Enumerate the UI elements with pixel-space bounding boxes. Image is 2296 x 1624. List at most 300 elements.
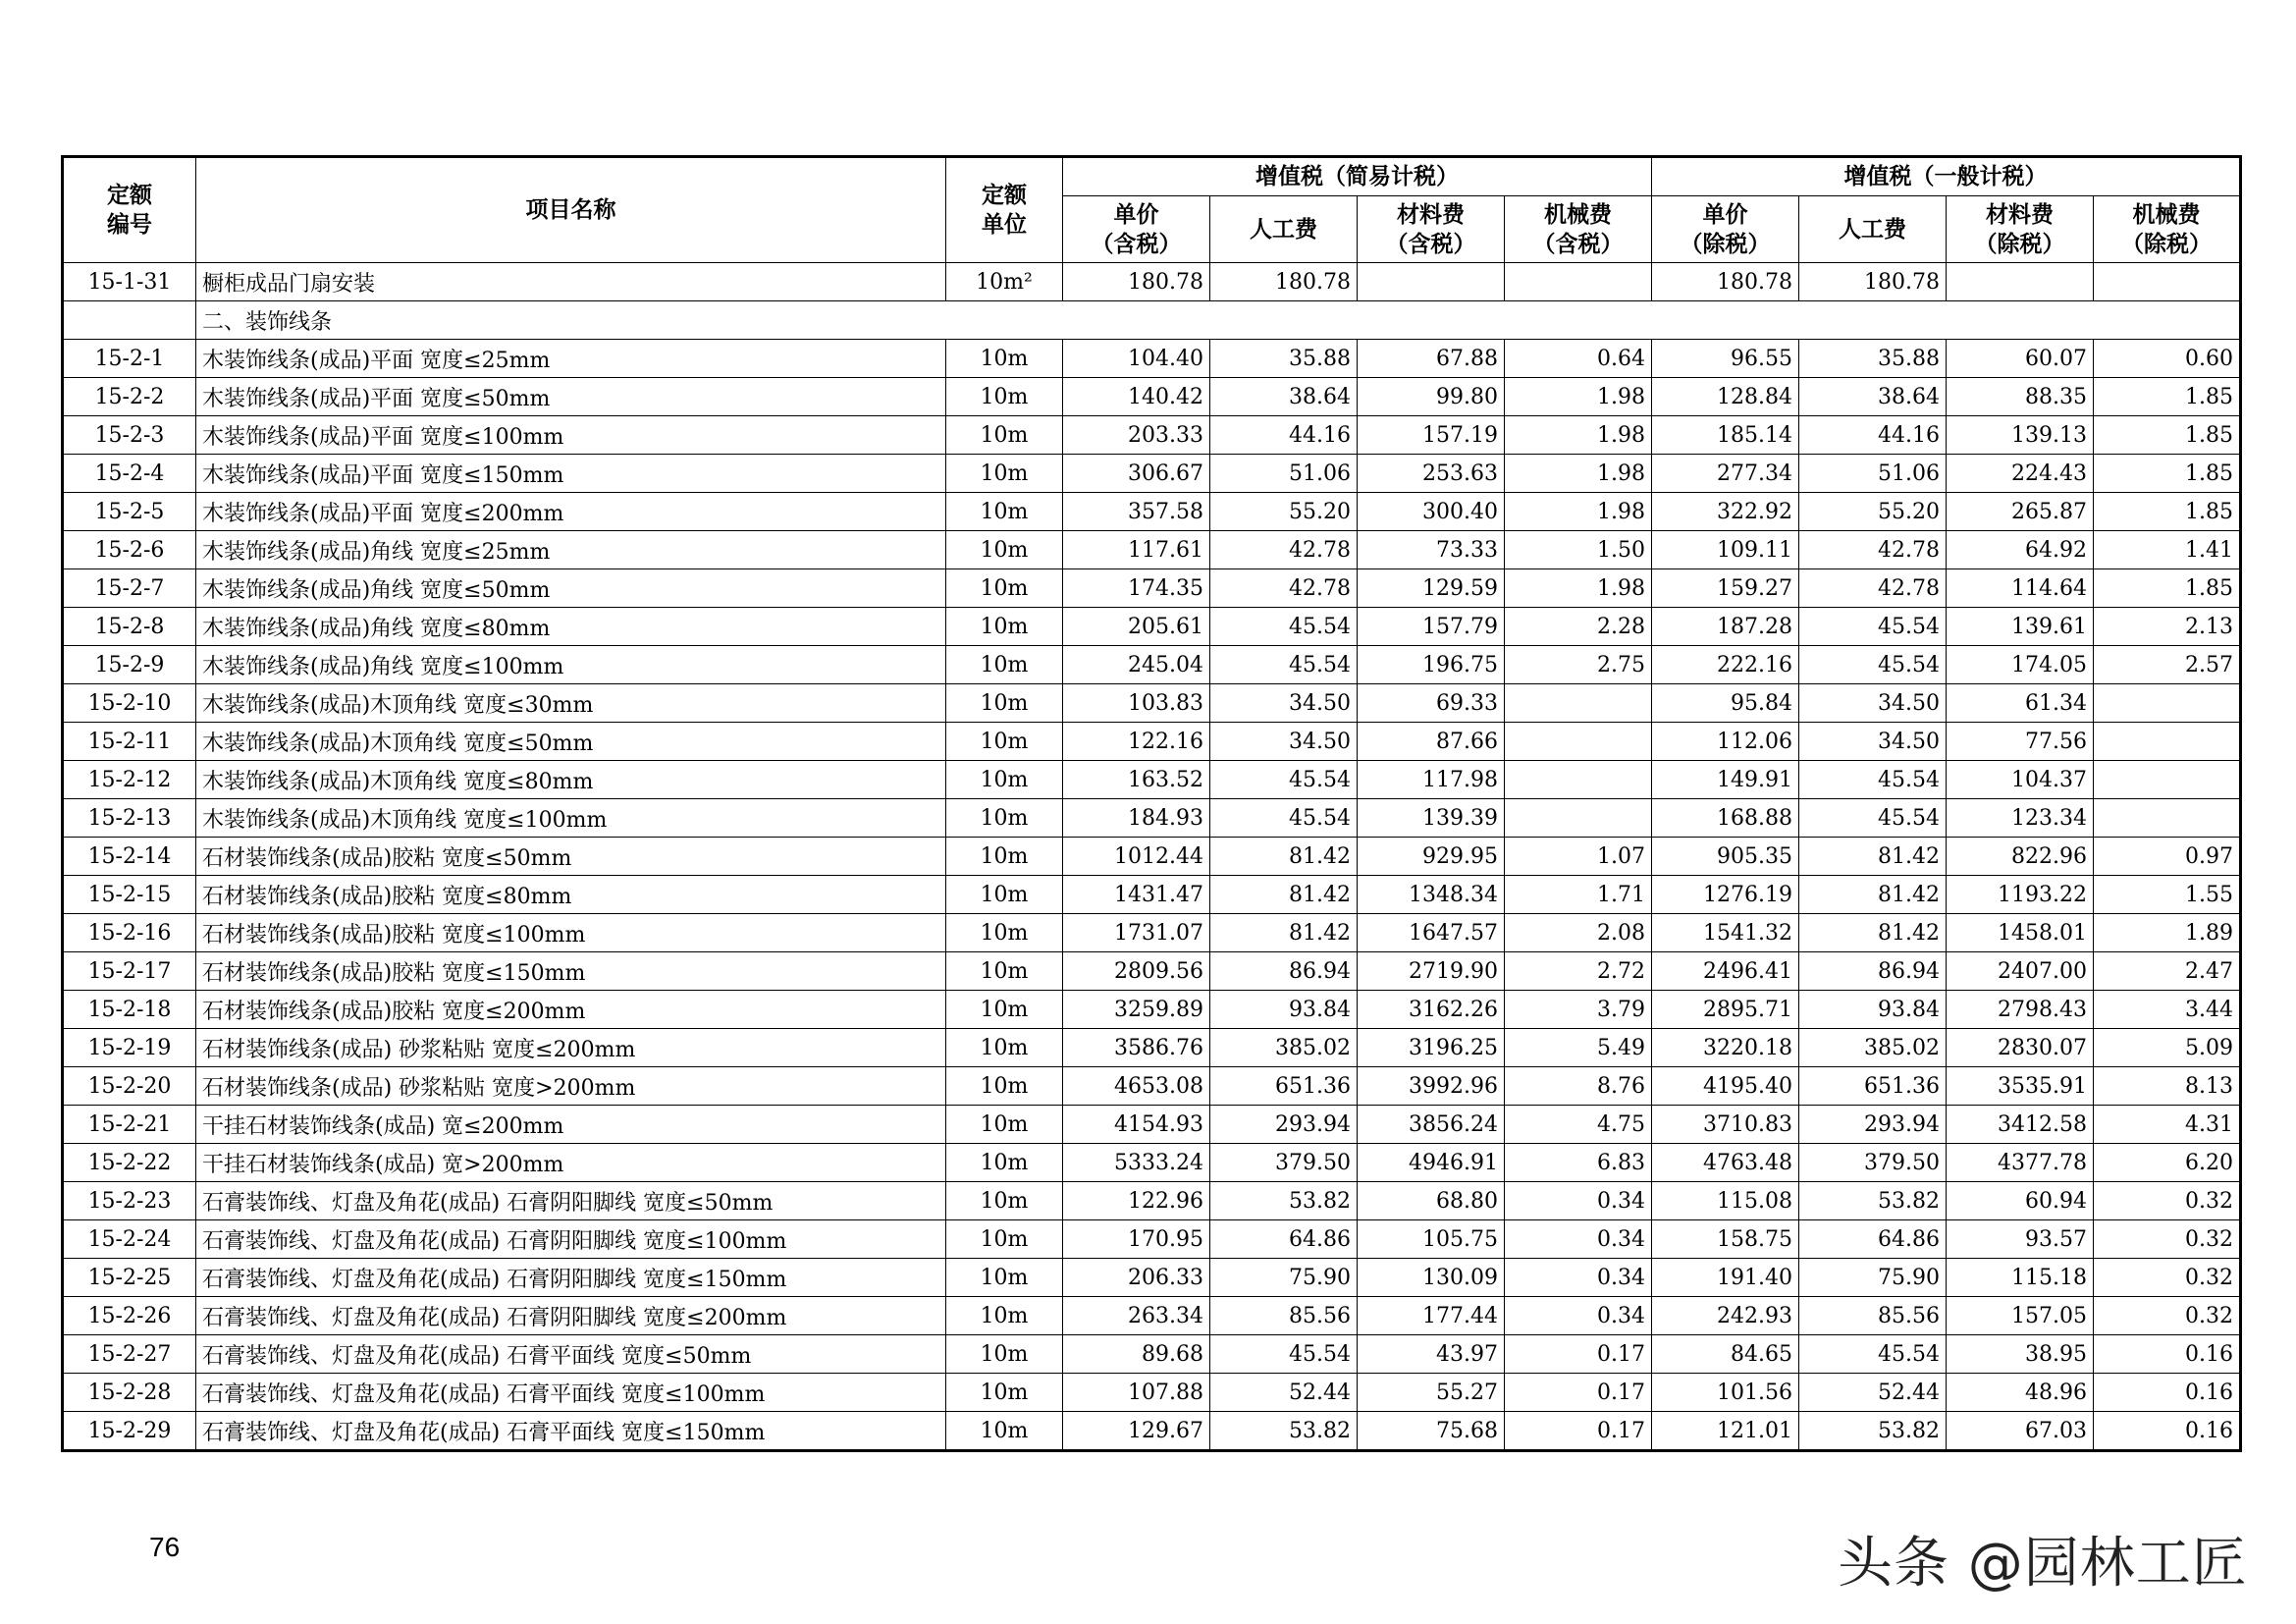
- cell-labor-general: 85.56: [1799, 1297, 1947, 1335]
- table-row: [63, 1335, 2241, 1374]
- row-code: 15-2-5: [63, 493, 196, 531]
- cell-machine-excl: 3.44: [2094, 991, 2241, 1029]
- row-name: 石材装饰线条(成品) 砂浆粘贴 宽度>200mm: [196, 1067, 946, 1106]
- row-code: 15-2-16: [63, 914, 196, 952]
- row-unit: 10m: [946, 761, 1063, 799]
- row-unit: 10m: [946, 416, 1063, 455]
- cell-machine-incl: 0.17: [1505, 1335, 1652, 1374]
- cell-unit-price-incl: 180.78: [1063, 263, 1210, 301]
- cell-material-incl: 300.40: [1358, 493, 1505, 531]
- row-name: 石膏装饰线、灯盘及角花(成品) 石膏平面线 宽度≤100mm: [196, 1374, 946, 1412]
- table-row: [63, 493, 2241, 531]
- row-name: 木装饰线条(成品)平面 宽度≤100mm: [196, 416, 946, 455]
- cell-labor-simple: 45.54: [1210, 761, 1358, 799]
- cell-machine-incl: 0.17: [1505, 1374, 1652, 1412]
- row-name: 石材装饰线条(成品)胶粘 宽度≤150mm: [196, 952, 946, 991]
- cell-labor-general: 293.94: [1799, 1106, 1947, 1144]
- cell-material-excl: 3535.91: [1947, 1067, 2094, 1106]
- cell-unit-price-excl: 222.16: [1652, 646, 1799, 684]
- row-code: 15-2-12: [63, 761, 196, 799]
- cell-material-excl: 139.61: [1947, 608, 2094, 646]
- cell-labor-simple: 85.56: [1210, 1297, 1358, 1335]
- cell-machine-excl: 0.60: [2094, 340, 2241, 378]
- row-name: 干挂石材装饰线条(成品) 宽>200mm: [196, 1144, 946, 1182]
- cell-material-incl: 4946.91: [1358, 1144, 1505, 1182]
- cell-machine-excl: 0.16: [2094, 1335, 2241, 1374]
- row-code: 15-2-21: [63, 1106, 196, 1144]
- cell-unit-price-incl: 122.16: [1063, 723, 1210, 761]
- cell-machine-excl: 1.85: [2094, 378, 2241, 416]
- table-row: [63, 531, 2241, 569]
- table-row: [63, 1067, 2241, 1106]
- row-code: 15-2-14: [63, 838, 196, 876]
- cell-machine-incl: 1.98: [1505, 455, 1652, 493]
- table-row: [63, 799, 2241, 838]
- cell-machine-excl: 8.13: [2094, 1067, 2241, 1106]
- cell-unit-price-incl: 1431.47: [1063, 876, 1210, 914]
- cell-unit-price-incl: 1012.44: [1063, 838, 1210, 876]
- cell-labor-simple: 38.64: [1210, 378, 1358, 416]
- cell-machine-excl: 2.13: [2094, 608, 2241, 646]
- table-row: [63, 838, 2241, 876]
- section-title: 二、装饰线条: [196, 301, 2241, 340]
- cell-unit-price-incl: 4653.08: [1063, 1067, 1210, 1106]
- cell-unit-price-excl: 2496.41: [1652, 952, 1799, 991]
- cell-labor-general: 42.78: [1799, 531, 1947, 569]
- cell-material-incl: 157.79: [1358, 608, 1505, 646]
- row-unit: 10m: [946, 914, 1063, 952]
- row-unit: 10m: [946, 378, 1063, 416]
- cell-unit-price-incl: 357.58: [1063, 493, 1210, 531]
- row-unit: 10m: [946, 799, 1063, 838]
- cell-machine-excl: 0.16: [2094, 1374, 2241, 1412]
- cell-labor-general: 45.54: [1799, 1335, 1947, 1374]
- cell-machine-incl: 0.17: [1505, 1412, 1652, 1451]
- header-group-simple: 增值税（简易计税）: [1063, 157, 1652, 196]
- cell-machine-incl: 1.50: [1505, 531, 1652, 569]
- cell-machine-incl: 1.07: [1505, 838, 1652, 876]
- cell-labor-simple: 42.78: [1210, 531, 1358, 569]
- cell-labor-simple: 180.78: [1210, 263, 1358, 301]
- row-code: 15-2-18: [63, 991, 196, 1029]
- cell-material-incl: 2719.90: [1358, 952, 1505, 991]
- table-row: [63, 1259, 2241, 1297]
- row-code: 15-1-31: [63, 263, 196, 301]
- table-row: [63, 608, 2241, 646]
- cell-unit-price-excl: 191.40: [1652, 1259, 1799, 1297]
- cell-labor-general: 53.82: [1799, 1412, 1947, 1451]
- cell-material-excl: [1947, 263, 2094, 301]
- row-name: 木装饰线条(成品)木顶角线 宽度≤50mm: [196, 723, 946, 761]
- cell-material-excl: 1458.01: [1947, 914, 2094, 952]
- cell-labor-simple: 45.54: [1210, 646, 1358, 684]
- cell-unit-price-excl: 84.65: [1652, 1335, 1799, 1374]
- cell-material-incl: 3162.26: [1358, 991, 1505, 1029]
- cell-unit-price-excl: 1541.32: [1652, 914, 1799, 952]
- cell-labor-general: 44.16: [1799, 416, 1947, 455]
- cell-material-excl: 61.34: [1947, 684, 2094, 723]
- cell-unit-price-excl: 109.11: [1652, 531, 1799, 569]
- cell-machine-incl: 0.34: [1505, 1220, 1652, 1259]
- header-unit-price-excl: 单价 （除税）: [1652, 196, 1799, 263]
- cell-material-excl: 224.43: [1947, 455, 2094, 493]
- cell-unit-price-excl: 242.93: [1652, 1297, 1799, 1335]
- cell-labor-general: 35.88: [1799, 340, 1947, 378]
- cell-unit-price-excl: 905.35: [1652, 838, 1799, 876]
- cell-material-incl: 3992.96: [1358, 1067, 1505, 1106]
- cell-machine-incl: [1505, 684, 1652, 723]
- table-row: [63, 1297, 2241, 1335]
- cell-material-incl: 55.27: [1358, 1374, 1505, 1412]
- cell-machine-excl: 1.85: [2094, 569, 2241, 608]
- row-code: 15-2-15: [63, 876, 196, 914]
- row-code: 15-2-11: [63, 723, 196, 761]
- row-unit: 10m: [946, 838, 1063, 876]
- cell-machine-excl: [2094, 684, 2241, 723]
- cell-machine-incl: 1.98: [1505, 569, 1652, 608]
- cell-labor-general: 42.78: [1799, 569, 1947, 608]
- cell-machine-excl: 5.09: [2094, 1029, 2241, 1067]
- cell-unit-price-excl: 322.92: [1652, 493, 1799, 531]
- header-machine-excl: 机械费 （除税）: [2094, 196, 2241, 263]
- cell-machine-incl: [1505, 263, 1652, 301]
- cell-material-incl: 929.95: [1358, 838, 1505, 876]
- cell-material-excl: 104.37: [1947, 761, 2094, 799]
- cell-labor-simple: 34.50: [1210, 723, 1358, 761]
- cell-labor-simple: 293.94: [1210, 1106, 1358, 1144]
- header-material-incl: 材料费 （含税）: [1358, 196, 1505, 263]
- cell-material-incl: 3856.24: [1358, 1106, 1505, 1144]
- cell-material-excl: 1193.22: [1947, 876, 2094, 914]
- row-name: 石材装饰线条(成品)胶粘 宽度≤80mm: [196, 876, 946, 914]
- cell-labor-general: 45.54: [1799, 761, 1947, 799]
- cell-material-incl: 68.80: [1358, 1182, 1505, 1220]
- cell-material-excl: 174.05: [1947, 646, 2094, 684]
- cell-unit-price-incl: 263.34: [1063, 1297, 1210, 1335]
- cell-machine-incl: 6.83: [1505, 1144, 1652, 1182]
- row-name: 木装饰线条(成品)木顶角线 宽度≤80mm: [196, 761, 946, 799]
- header-unit: 定额 单位: [946, 157, 1063, 263]
- row-code: 15-2-25: [63, 1259, 196, 1297]
- cell-labor-simple: 51.06: [1210, 455, 1358, 493]
- cell-material-excl: 123.34: [1947, 799, 2094, 838]
- cell-labor-general: 93.84: [1799, 991, 1947, 1029]
- cell-labor-simple: 42.78: [1210, 569, 1358, 608]
- section-row: [63, 301, 2241, 340]
- row-code: 15-2-27: [63, 1335, 196, 1374]
- row-code: 15-2-1: [63, 340, 196, 378]
- cell-unit-price-incl: 245.04: [1063, 646, 1210, 684]
- cell-labor-simple: 93.84: [1210, 991, 1358, 1029]
- cell-material-excl: 93.57: [1947, 1220, 2094, 1259]
- row-unit: 10m: [946, 455, 1063, 493]
- cell-unit-price-excl: 112.06: [1652, 723, 1799, 761]
- cell-material-incl: 130.09: [1358, 1259, 1505, 1297]
- table-row: [63, 761, 2241, 799]
- cell-material-incl: 67.88: [1358, 340, 1505, 378]
- cell-labor-general: 651.36: [1799, 1067, 1947, 1106]
- cell-material-incl: 43.97: [1358, 1335, 1505, 1374]
- row-name: 木装饰线条(成品)平面 宽度≤150mm: [196, 455, 946, 493]
- table-row: [63, 1029, 2241, 1067]
- cell-unit-price-incl: 4154.93: [1063, 1106, 1210, 1144]
- cell-unit-price-excl: 149.91: [1652, 761, 1799, 799]
- cell-unit-price-excl: 95.84: [1652, 684, 1799, 723]
- row-code: 15-2-22: [63, 1144, 196, 1182]
- row-unit: 10m: [946, 340, 1063, 378]
- cell-labor-general: 75.90: [1799, 1259, 1947, 1297]
- row-name: 石材装饰线条(成品)胶粘 宽度≤200mm: [196, 991, 946, 1029]
- table-row: [63, 991, 2241, 1029]
- cell-material-incl: 1647.57: [1358, 914, 1505, 952]
- row-code: 15-2-9: [63, 646, 196, 684]
- section-code-cell: [63, 301, 196, 340]
- row-code: 15-2-10: [63, 684, 196, 723]
- cell-labor-general: 385.02: [1799, 1029, 1947, 1067]
- cell-material-excl: 67.03: [1947, 1412, 2094, 1451]
- cell-unit-price-incl: 104.40: [1063, 340, 1210, 378]
- cell-material-incl: 177.44: [1358, 1297, 1505, 1335]
- cell-labor-simple: 86.94: [1210, 952, 1358, 991]
- cell-unit-price-incl: 1731.07: [1063, 914, 1210, 952]
- cell-unit-price-excl: 4763.48: [1652, 1144, 1799, 1182]
- cell-machine-incl: 0.34: [1505, 1182, 1652, 1220]
- row-unit: 10m: [946, 1067, 1063, 1106]
- cell-labor-simple: 53.82: [1210, 1412, 1358, 1451]
- cell-material-incl: 69.33: [1358, 684, 1505, 723]
- cell-unit-price-incl: 89.68: [1063, 1335, 1210, 1374]
- header-machine-incl: 机械费 （含税）: [1505, 196, 1652, 263]
- row-unit: 10m: [946, 723, 1063, 761]
- cell-machine-excl: 1.85: [2094, 493, 2241, 531]
- cell-labor-simple: 81.42: [1210, 914, 1358, 952]
- cell-material-incl: 3196.25: [1358, 1029, 1505, 1067]
- row-unit: 10m: [946, 1106, 1063, 1144]
- row-unit: 10m²: [946, 263, 1063, 301]
- cell-machine-excl: [2094, 723, 2241, 761]
- cell-material-incl: [1358, 263, 1505, 301]
- row-code: 15-2-23: [63, 1182, 196, 1220]
- cell-material-excl: 60.07: [1947, 340, 2094, 378]
- header-material-excl: 材料费 （除税）: [1947, 196, 2094, 263]
- cell-labor-general: 53.82: [1799, 1182, 1947, 1220]
- table-row: [63, 378, 2241, 416]
- row-name: 木装饰线条(成品)角线 宽度≤25mm: [196, 531, 946, 569]
- cell-unit-price-incl: 107.88: [1063, 1374, 1210, 1412]
- cell-machine-incl: [1505, 723, 1652, 761]
- row-unit: 10m: [946, 493, 1063, 531]
- cell-machine-incl: 3.79: [1505, 991, 1652, 1029]
- cell-machine-incl: 1.71: [1505, 876, 1652, 914]
- row-unit: 10m: [946, 1029, 1063, 1067]
- row-code: 15-2-17: [63, 952, 196, 991]
- cell-unit-price-excl: 121.01: [1652, 1412, 1799, 1451]
- cell-machine-excl: 0.32: [2094, 1220, 2241, 1259]
- row-name: 石膏装饰线、灯盘及角花(成品) 石膏阴阳脚线 宽度≤50mm: [196, 1182, 946, 1220]
- cell-machine-incl: 2.28: [1505, 608, 1652, 646]
- cell-labor-general: 86.94: [1799, 952, 1947, 991]
- row-unit: 10m: [946, 1182, 1063, 1220]
- table-row: [63, 723, 2241, 761]
- row-unit: 10m: [946, 876, 1063, 914]
- row-code: 15-2-3: [63, 416, 196, 455]
- row-name: 石材装饰线条(成品) 砂浆粘贴 宽度≤200mm: [196, 1029, 946, 1067]
- row-name: 石膏装饰线、灯盘及角花(成品) 石膏阴阳脚线 宽度≤150mm: [196, 1259, 946, 1297]
- row-name: 干挂石材装饰线条(成品) 宽≤200mm: [196, 1106, 946, 1144]
- cell-machine-incl: 1.98: [1505, 416, 1652, 455]
- cell-machine-excl: 1.85: [2094, 416, 2241, 455]
- cell-material-incl: 99.80: [1358, 378, 1505, 416]
- cell-material-incl: 75.68: [1358, 1412, 1505, 1451]
- row-name: 木装饰线条(成品)平面 宽度≤25mm: [196, 340, 946, 378]
- cell-machine-excl: [2094, 263, 2241, 301]
- cell-labor-simple: 53.82: [1210, 1182, 1358, 1220]
- cell-material-incl: 87.66: [1358, 723, 1505, 761]
- cell-machine-excl: 1.55: [2094, 876, 2241, 914]
- row-name: 木装饰线条(成品)平面 宽度≤50mm: [196, 378, 946, 416]
- row-code: 15-2-19: [63, 1029, 196, 1067]
- row-unit: 10m: [946, 569, 1063, 608]
- header-unit-price-incl: 单价 （含税）: [1063, 196, 1210, 263]
- cell-labor-general: 45.54: [1799, 799, 1947, 838]
- cell-unit-price-incl: 163.52: [1063, 761, 1210, 799]
- cell-machine-excl: 2.47: [2094, 952, 2241, 991]
- row-unit: 10m: [946, 531, 1063, 569]
- row-code: 15-2-7: [63, 569, 196, 608]
- cell-material-incl: 139.39: [1358, 799, 1505, 838]
- header-name: 项目名称: [196, 157, 946, 263]
- cell-unit-price-incl: 117.61: [1063, 531, 1210, 569]
- table-body: [63, 263, 2241, 1451]
- cell-labor-general: 81.42: [1799, 914, 1947, 952]
- cell-labor-general: 45.54: [1799, 608, 1947, 646]
- cell-machine-excl: 0.32: [2094, 1182, 2241, 1220]
- row-code: 15-2-13: [63, 799, 196, 838]
- table-row: [63, 1182, 2241, 1220]
- row-unit: 10m: [946, 608, 1063, 646]
- table-row: [63, 876, 2241, 914]
- cell-machine-incl: 0.34: [1505, 1297, 1652, 1335]
- cell-labor-general: 45.54: [1799, 646, 1947, 684]
- table-row: [63, 914, 2241, 952]
- cell-unit-price-excl: 277.34: [1652, 455, 1799, 493]
- header-labor-simple: 人工费: [1210, 196, 1358, 263]
- cell-labor-general: 38.64: [1799, 378, 1947, 416]
- cell-unit-price-incl: 174.35: [1063, 569, 1210, 608]
- cell-material-incl: 105.75: [1358, 1220, 1505, 1259]
- row-unit: 10m: [946, 684, 1063, 723]
- cell-labor-general: 51.06: [1799, 455, 1947, 493]
- cell-unit-price-incl: 2809.56: [1063, 952, 1210, 991]
- cell-machine-excl: 0.32: [2094, 1297, 2241, 1335]
- row-unit: 10m: [946, 1335, 1063, 1374]
- row-name: 石膏装饰线、灯盘及角花(成品) 石膏平面线 宽度≤50mm: [196, 1335, 946, 1374]
- cell-labor-simple: 52.44: [1210, 1374, 1358, 1412]
- row-name: 石材装饰线条(成品)胶粘 宽度≤50mm: [196, 838, 946, 876]
- row-unit: 10m: [946, 646, 1063, 684]
- cell-material-excl: 88.35: [1947, 378, 2094, 416]
- row-code: 15-2-8: [63, 608, 196, 646]
- table-row: [63, 1144, 2241, 1182]
- cell-machine-incl: 0.64: [1505, 340, 1652, 378]
- cell-machine-incl: 5.49: [1505, 1029, 1652, 1067]
- cell-unit-price-incl: 3586.76: [1063, 1029, 1210, 1067]
- cell-unit-price-incl: 170.95: [1063, 1220, 1210, 1259]
- cell-machine-excl: 1.41: [2094, 531, 2241, 569]
- cell-labor-simple: 379.50: [1210, 1144, 1358, 1182]
- table-row: [63, 1220, 2241, 1259]
- cell-machine-incl: 8.76: [1505, 1067, 1652, 1106]
- row-unit: 10m: [946, 1259, 1063, 1297]
- table-row: [63, 1374, 2241, 1412]
- cell-machine-excl: [2094, 799, 2241, 838]
- cell-material-excl: 64.92: [1947, 531, 2094, 569]
- cell-material-excl: 4377.78: [1947, 1144, 2094, 1182]
- cell-labor-simple: 45.54: [1210, 1335, 1358, 1374]
- table-row: [63, 646, 2241, 684]
- cell-material-excl: 114.64: [1947, 569, 2094, 608]
- header-code: 定额 编号: [63, 157, 196, 263]
- cell-machine-excl: 4.31: [2094, 1106, 2241, 1144]
- row-code: 15-2-2: [63, 378, 196, 416]
- table-row: [63, 1412, 2241, 1451]
- cell-material-incl: 1348.34: [1358, 876, 1505, 914]
- cell-material-excl: 48.96: [1947, 1374, 2094, 1412]
- row-name: 木装饰线条(成品)角线 宽度≤100mm: [196, 646, 946, 684]
- row-unit: 10m: [946, 952, 1063, 991]
- cell-machine-incl: [1505, 761, 1652, 799]
- row-code: 15-2-24: [63, 1220, 196, 1259]
- quota-table: [61, 155, 2242, 1452]
- cell-machine-incl: 0.34: [1505, 1259, 1652, 1297]
- row-unit: 10m: [946, 991, 1063, 1029]
- cell-unit-price-excl: 3710.83: [1652, 1106, 1799, 1144]
- table-row: [63, 952, 2241, 991]
- cell-labor-simple: 55.20: [1210, 493, 1358, 531]
- row-unit: 10m: [946, 1374, 1063, 1412]
- cell-labor-general: 55.20: [1799, 493, 1947, 531]
- cell-machine-excl: 1.85: [2094, 455, 2241, 493]
- cell-unit-price-excl: 3220.18: [1652, 1029, 1799, 1067]
- cell-labor-simple: 45.54: [1210, 608, 1358, 646]
- table-row: [63, 455, 2241, 493]
- row-code: 15-2-4: [63, 455, 196, 493]
- cell-labor-simple: 45.54: [1210, 799, 1358, 838]
- cell-material-excl: 3412.58: [1947, 1106, 2094, 1144]
- cell-unit-price-excl: 187.28: [1652, 608, 1799, 646]
- cell-unit-price-excl: 115.08: [1652, 1182, 1799, 1220]
- row-code: 15-2-20: [63, 1067, 196, 1106]
- cell-material-excl: 157.05: [1947, 1297, 2094, 1335]
- cell-machine-incl: [1505, 799, 1652, 838]
- cell-labor-general: 52.44: [1799, 1374, 1947, 1412]
- cell-material-incl: 196.75: [1358, 646, 1505, 684]
- cell-material-excl: 265.87: [1947, 493, 2094, 531]
- cell-machine-excl: 0.97: [2094, 838, 2241, 876]
- row-code: 15-2-28: [63, 1374, 196, 1412]
- table-row: [63, 569, 2241, 608]
- cell-labor-simple: 44.16: [1210, 416, 1358, 455]
- header-group-general: 增值税（一般计税）: [1652, 157, 2241, 196]
- row-name: 石膏装饰线、灯盘及角花(成品) 石膏阴阳脚线 宽度≤200mm: [196, 1297, 946, 1335]
- cell-machine-incl: 4.75: [1505, 1106, 1652, 1144]
- cell-labor-simple: 35.88: [1210, 340, 1358, 378]
- cell-labor-general: 379.50: [1799, 1144, 1947, 1182]
- cell-material-excl: 77.56: [1947, 723, 2094, 761]
- cell-labor-simple: 34.50: [1210, 684, 1358, 723]
- cell-labor-general: 34.50: [1799, 684, 1947, 723]
- table-row: [63, 1106, 2241, 1144]
